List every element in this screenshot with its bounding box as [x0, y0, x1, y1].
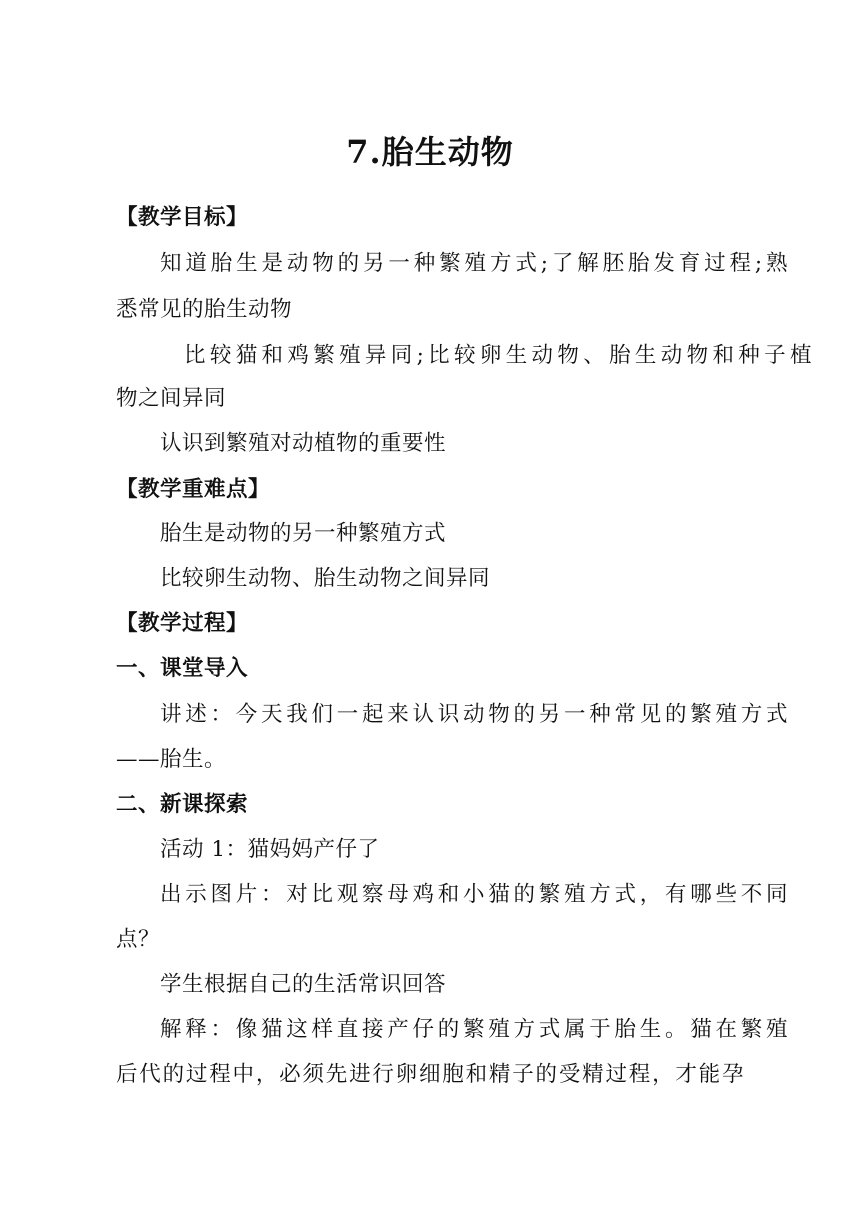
goals-paragraph-2-line-1: 比较猫和鸡繁殖异同;比较卵生动物、胎生动物和种子植	[184, 343, 812, 368]
key-points-paragraph-2: 比较卵生动物、胎生动物之间异同	[160, 566, 491, 591]
part-1-paragraph-line-1: 讲述：今天我们一起来认识动物的另一种常见的繁殖方式	[160, 702, 788, 727]
part-1-heading: 一、课堂导入	[116, 656, 249, 681]
page-title: 7.胎生动物	[346, 133, 514, 171]
goals-paragraph-2-line-2: 物之间异同	[116, 386, 227, 411]
activity-1-line: 活动 1：猫妈妈产仔了	[160, 837, 380, 862]
part-2-paragraph-3-line-2: 后代的过程中，必须先进行卵细胞和精子的受精过程，才能孕	[116, 1062, 744, 1087]
part-2-paragraph-1-line-2: 点？	[116, 927, 161, 952]
part-2-paragraph-2: 学生根据自己的生活常识回答	[160, 972, 447, 997]
key-points-heading: 【教学重难点】	[116, 477, 271, 502]
goals-paragraph-3: 认识到繁殖对动植物的重要性	[160, 431, 447, 456]
part-2-paragraph-1-line-1: 出示图片：对比观察母鸡和小猫的繁殖方式，有哪些不同	[160, 882, 788, 907]
key-points-paragraph-1: 胎生是动物的另一种繁殖方式	[160, 521, 447, 546]
part-1-paragraph-line-2: ——胎生。	[116, 747, 227, 772]
part-2-heading: 二、新课探索	[116, 792, 249, 817]
part-2-paragraph-3-line-1: 解释：像猫这样直接产仔的繁殖方式属于胎生。猫在繁殖	[160, 1017, 788, 1042]
goals-heading: 【教学目标】	[116, 205, 249, 230]
goals-paragraph-1-line-2: 悉常见的胎生动物	[116, 297, 293, 322]
goals-paragraph-1-line-1: 知道胎生是动物的另一种繁殖方式;了解胚胎发育过程;熟	[160, 251, 788, 276]
process-heading: 【教学过程】	[116, 611, 249, 636]
